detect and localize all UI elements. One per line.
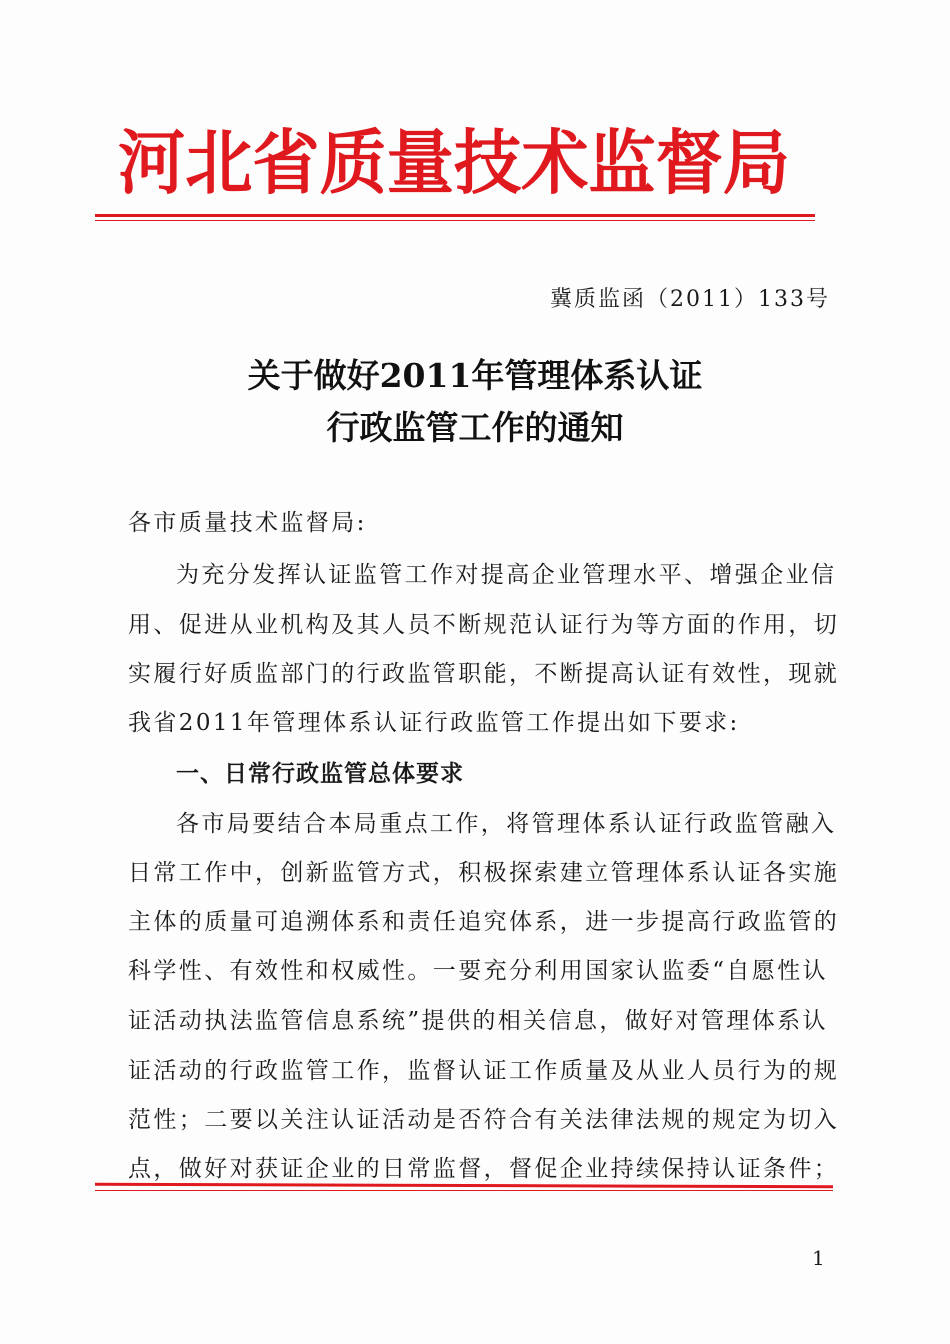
body-line: 日常工作中，创新监管方式，积极探索建立管理体系认证各实施 [128, 860, 840, 886]
letterhead-red-rule [95, 214, 815, 217]
document-title-line-1: 关于做好2011年管理体系认证 [247, 356, 703, 395]
document-number: 冀质监函（2011）133号 [550, 287, 830, 312]
letterhead-red-rule-thin [95, 220, 815, 221]
body-line: 用、促进从业机构及其人员不断规范认证行为等方面的作用，切 [128, 612, 840, 638]
body-line: 我省2011年管理体系认证行政监管工作提出如下要求: [128, 710, 740, 736]
footer-red-rule-thin [95, 1190, 833, 1191]
section-heading: 一、日常行政监管总体要求 [176, 761, 464, 787]
body-line: 证活动的行政监管工作，监督认证工作质量及从业人员行为的规 [128, 1058, 840, 1084]
body-line: 各市局要结合本局重点工作，将管理体系认证行政监管融入 [176, 811, 837, 837]
body-line: 点，做好对获证企业的日常监督，督促企业持续保持认证条件； [128, 1156, 840, 1182]
body-line: 证活动执法监管信息系统”提供的相关信息，做好对管理体系认 [128, 1008, 828, 1034]
body-line: 主体的质量可追溯体系和责任追究体系，进一步提高行政监管的 [128, 909, 840, 935]
document-title-line-2: 行政监管工作的通知 [326, 408, 624, 447]
page-number: 1 [812, 1246, 825, 1270]
body-line: 为充分发挥认证监管工作对提高企业管理水平、增强企业信 [176, 562, 837, 588]
salutation: 各市质量技术监督局: [128, 510, 367, 536]
body-line: 科学性、有效性和权威性。一要充分利用国家认监委“自愿性认 [128, 958, 828, 984]
body-line: 范性；二要以关注认证活动是否符合有关法律法规的规定为切入 [128, 1107, 840, 1133]
letterhead-title: 河北省质量技术监督局 [118, 122, 790, 204]
body-line: 实履行好质监部门的行政监管职能，不断提高认证有效性，现就 [128, 661, 840, 687]
